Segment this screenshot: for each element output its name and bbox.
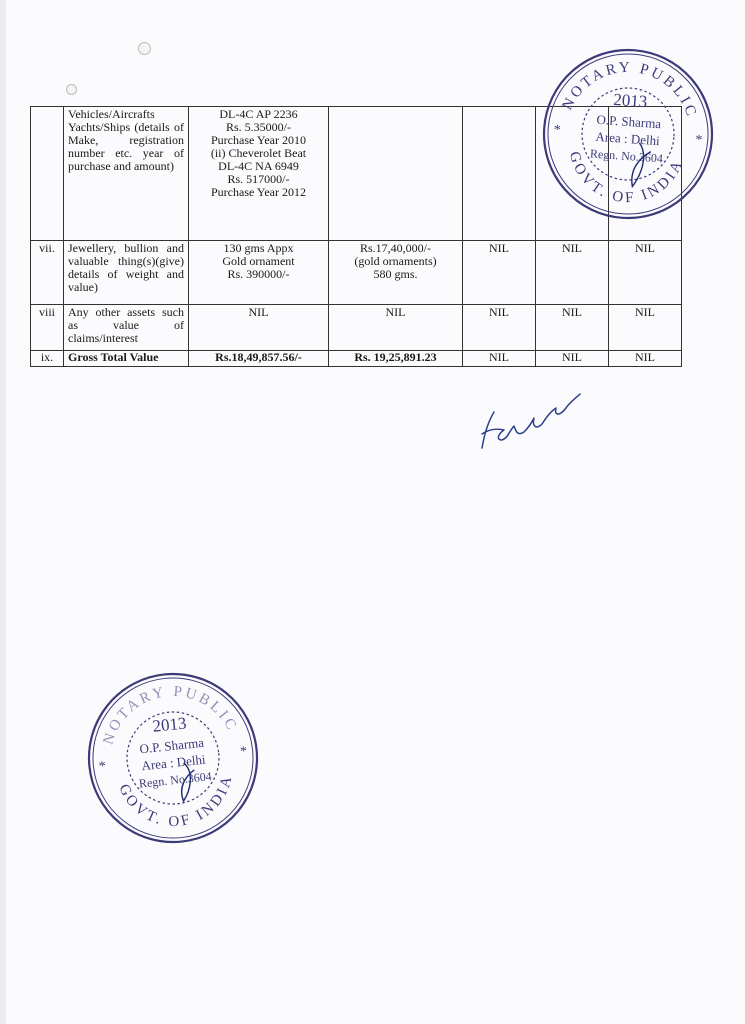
page-edge (0, 0, 6, 1024)
self-total: Rs.18,49,857.56/- (189, 351, 329, 367)
dependent-1-value: NIL (463, 305, 536, 351)
row-number (31, 107, 64, 241)
row-description: Gross Total Value (64, 351, 189, 367)
table-row (31, 241, 682, 305)
stamp-arc-top: NOTARY PUBLIC (100, 683, 241, 747)
stamp-area: Area : Delhi (140, 751, 207, 774)
table-row (31, 305, 682, 351)
stamp-name: O.P. Sharma (138, 734, 205, 757)
spouse-total: Rs. 19,25,891.23 (329, 351, 463, 367)
spouse-value (329, 107, 463, 241)
stamp-regn: Regn. No.3604 (589, 146, 664, 166)
self-value: 130 gms Appx Gold ornament Rs. 390000/- (189, 241, 329, 305)
dependent-3-value: NIL (609, 351, 682, 367)
dependent-1-value: NIL (463, 351, 536, 367)
stamp-arc-bottom: GOVT. OF INDIA (565, 149, 687, 207)
handwritten-signature (476, 386, 586, 461)
self-value: NIL (189, 305, 329, 351)
stamp-star-left: * (98, 759, 107, 775)
stamp-star-left: * (553, 122, 562, 139)
stamp-area: Area : Delhi (595, 128, 661, 149)
dependent-2-value: NIL (536, 241, 609, 305)
stamp-arc-top: NOTARY PUBLIC (559, 59, 700, 121)
notary-stamp (85, 670, 261, 846)
spouse-value: Rs.17,40,000/- (gold ornaments) 580 gms. (329, 241, 463, 305)
row-description: Jewellery, bullion and valuable thing(s)(give) details of weight and value) (64, 241, 189, 305)
stamp-regn: Regn. No.3604 (138, 769, 213, 791)
row-number: vii. (31, 241, 64, 305)
stamp-year: 2013 (151, 713, 188, 736)
dependent-3-value: NIL (609, 241, 682, 305)
dependent-3-value: NIL (609, 305, 682, 351)
stamp-name: O.P. Sharma (596, 111, 662, 132)
spouse-value: NIL (329, 305, 463, 351)
row-description: Any other assets such as value of claims/interest (64, 305, 189, 351)
stamp-arc-bottom: GOVT. OF INDIA (115, 772, 236, 831)
stamp-year: 2013 (612, 89, 648, 112)
row-description: Vehicles/Aircrafts Yachts/Ships (details of Make, registration number etc. year of purchase and amount) (64, 107, 189, 241)
punch-hole (66, 84, 77, 95)
dependent-1-value: NIL (463, 241, 536, 305)
row-number: ix. (31, 351, 64, 367)
dependent-2-value: NIL (536, 351, 609, 367)
row-number: viii (31, 305, 64, 351)
table-row (31, 351, 682, 367)
stamp-star-right: * (694, 132, 703, 149)
stamp-star-right: * (239, 744, 249, 760)
self-value: DL-4C AP 2236 Rs. 5.35000/- Purchase Year 2010 (ii) Cheverolet Beat DL-4C NA 6949 Rs. 517000/- Purchase Year 2012 (189, 107, 329, 241)
notary-stamp (540, 46, 716, 222)
dependent-1-value (463, 107, 536, 241)
dependent-2-value: NIL (536, 305, 609, 351)
punch-hole (138, 42, 151, 55)
